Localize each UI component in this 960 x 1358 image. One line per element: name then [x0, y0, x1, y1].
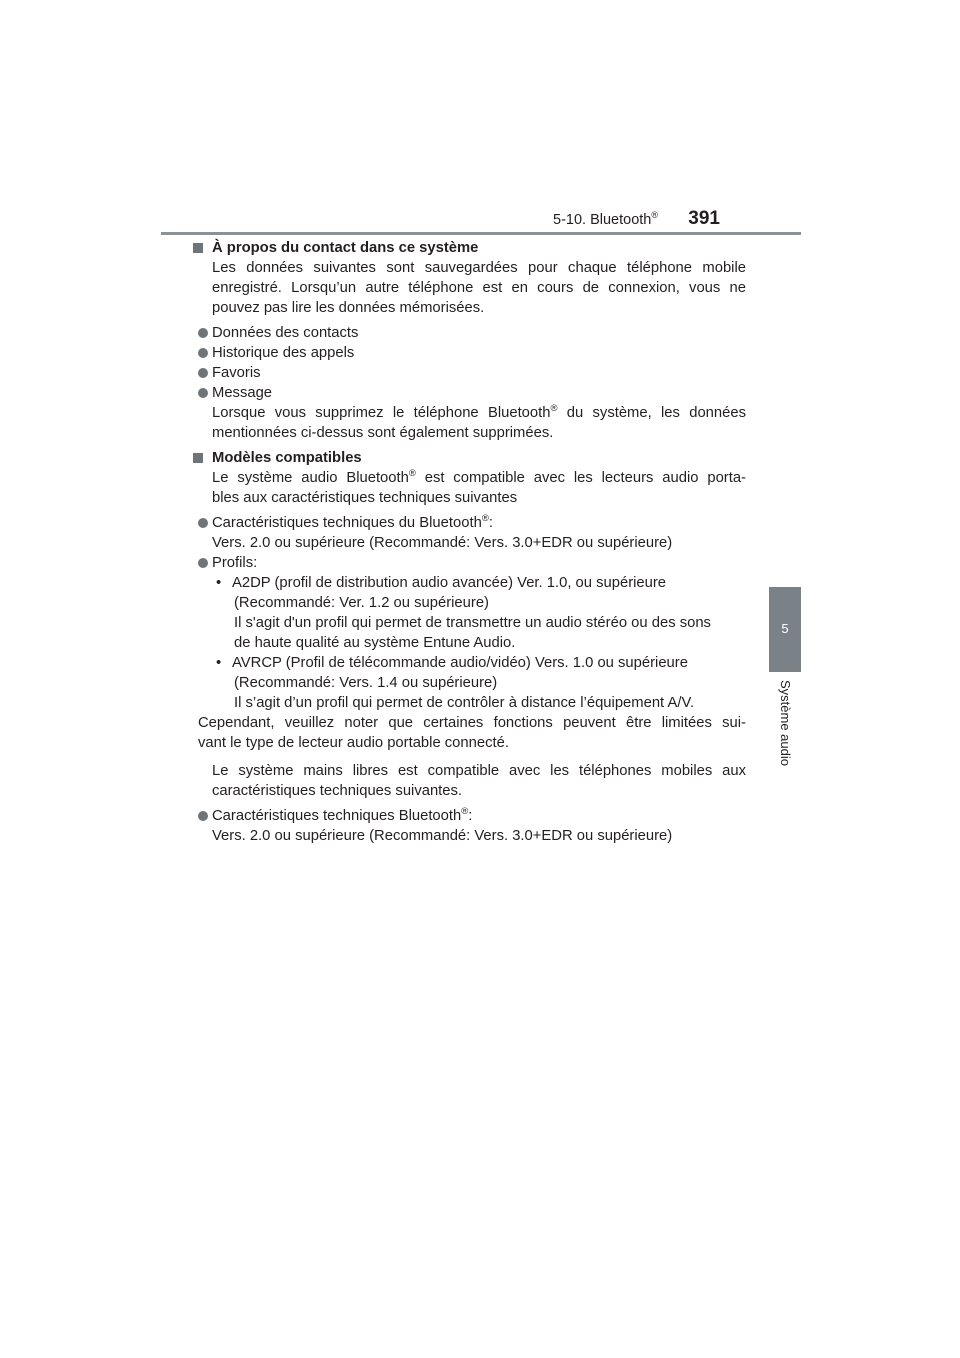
list-item: Profils:: [212, 553, 746, 573]
list-item: Données des contacts: [212, 323, 746, 343]
square-bullet-icon: [193, 243, 203, 253]
chapter-tab: [769, 587, 801, 672]
circle-bullet-icon: [198, 368, 208, 378]
page-content: [198, 238, 746, 846]
header-section-title: 5-10. Bluetooth®: [553, 210, 658, 228]
section-intro-paragraph: Les données suivantes sont sauvegardées pour chaque téléphone mobile enregistré. Lorsqu’un autre téléphone est en cours de connexion, vous ne pouvez pas lire les données mémorisées.: [212, 260, 746, 316]
list-item: Historique des appels: [212, 343, 746, 363]
list-item: Favoris: [212, 363, 746, 383]
list-item: Caractéristiques techniques du Bluetooth®: Vers. 2.0 ou supérieure (Recommandé: Vers. 3.0+EDR ou supérieure): [212, 513, 746, 553]
limitations-note: Cependant, veuillez noter que certaines fonctions peuvent être limitées sui- vant le type de lecteur audio portable connecté.: [198, 715, 746, 751]
handsfree-compat-paragraph: Le système mains libres est compatible avec les téléphones mobiles aux caractéristiques techniques suivantes.: [212, 763, 746, 799]
list-item: Message: [212, 383, 746, 403]
page-header: [480, 206, 720, 232]
circle-bullet-icon: [198, 811, 208, 821]
profiles-list: [212, 573, 746, 713]
chapter-label: Système audio: [778, 680, 793, 766]
list-item: • A2DP (profil de distribution audio avancée) Ver. 1.0, ou supérieure (Recommandé: Ver. 1.2 ou supérieure) Il s'agit d'un profil qui permet de transmettre un audio stéréo ou des sons de haute qualité au système Entune Audio.: [216, 575, 711, 651]
square-bullet-icon: [193, 453, 203, 463]
list-item: Caractéristiques techniques Bluetooth®: Vers. 2.0 ou supérieure (Recommandé: Vers. 3.0+EDR ou supérieure): [212, 806, 746, 846]
page-number: 391: [688, 208, 720, 229]
circle-bullet-icon: [198, 518, 208, 528]
chapter-number: 5: [781, 621, 789, 636]
circle-bullet-icon: [198, 328, 208, 338]
list-item: • AVRCP (Profil de télécommande audio/vidéo) Vers. 1.0 ou supérieure (Recommandé: Vers. 1.4 ou supérieure) Il s’agit d’un profil qui permet de contrôler à distance l’équipement A/V.: [216, 655, 695, 711]
circle-bullet-icon: [198, 388, 208, 398]
header-divider: [161, 232, 801, 235]
section-title-contacts: À propos du contact dans ce système: [212, 238, 746, 258]
section-title-compatible-models: Modèles compatibles: [212, 448, 746, 468]
audio-compat-paragraph: Le système audio Bluetooth® est compatible avec les lecteurs audio porta- bles aux caractéristiques techniques suivantes: [212, 468, 746, 506]
circle-bullet-icon: [198, 348, 208, 358]
deletion-note: Lorsque vous supprimez le téléphone Bluetooth® du système, les données mentionnées ci-dessus sont également supprimées.: [212, 403, 746, 441]
circle-bullet-icon: [198, 558, 208, 568]
